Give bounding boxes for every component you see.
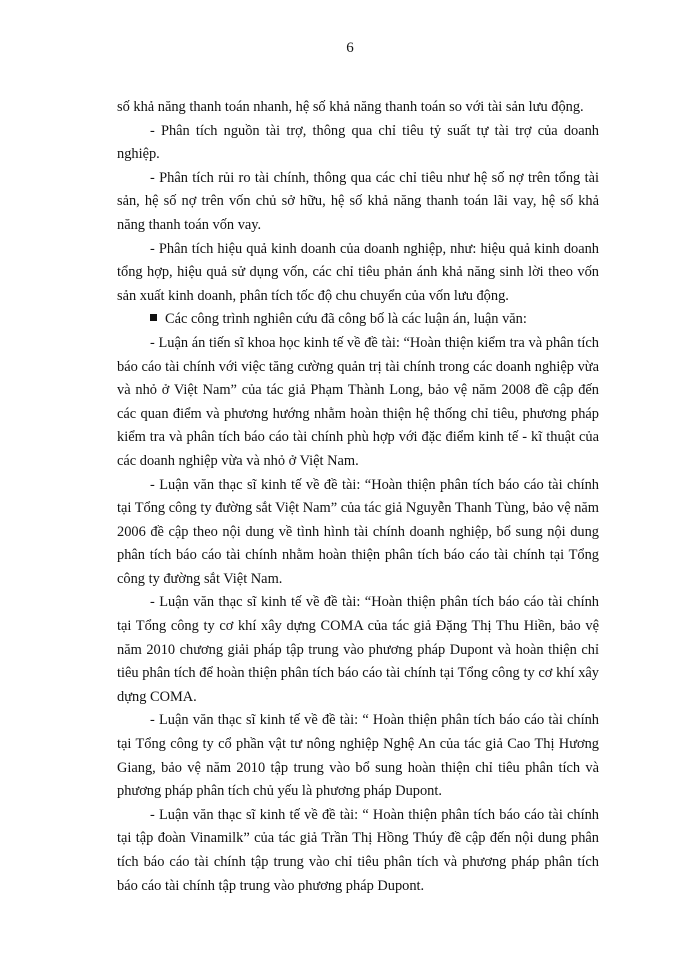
paragraph-thesis-coma: - Luận văn thạc sĩ kinh tế về đề tài: “Hoàn thiện phân tích báo cáo tài chính tại Tổng công ty cơ khí xây dựng COMA của tác giả Đặng Thị Thu Hiền, bảo vệ năm 2010 chương giải pháp tập trung vào phương pháp Dupont và hoàn thiện chỉ tiêu phân tích để hoàn thiện phân tích báo cáo tài chính tại Tổng công ty cơ khí xây dựng COMA. (117, 594, 599, 705)
paragraph-phd-thesis: - Luận án tiến sĩ khoa học kinh tế về đề tài: “Hoàn thiện kiểm tra và phân tích báo cáo tài chính với việc tăng cường quản trị tài chính trong các doanh nghiệp vừa và nhỏ ở Việt Nam” của tác giả Phạm Thành Long, bảo vệ năm 2008 đề cập đến các quan điểm và phương hướng nhằm hoàn thiện hệ thống chỉ tiêu, phương pháp kiểm tra và phân tích báo cáo tài chính phù hợp với đặc điểm kinh tế - kĩ thuật của các doanh nghiệp vừa và nhỏ ở Việt Nam. (117, 334, 599, 469)
page-number: 6 (346, 40, 354, 56)
paragraph-efficiency-analysis: - Phân tích hiệu quả kinh doanh của doanh nghiệp, như: hiệu quả kinh doanh tổng hợp, hiệu quả sử dụng vốn, các chỉ tiêu phản ánh khả năng sinh lời theo vốn sản xuất kinh doanh, phân tích tốc độ chu chuyển của vốn lưu động. (117, 240, 599, 304)
paragraph-thesis-railway: - Luận văn thạc sĩ kinh tế về đề tài: “Hoàn thiện phân tích báo cáo tài chính tại Tổng công ty đường sắt Việt Nam” của tác giả Nguyễn Thanh Tùng, bảo vệ năm 2006 đề cập theo nội dung về tình hình tài chính doanh nghiệp, bổ sung nội dung phân tích báo cáo tài chính nhằm hoàn thiện phân tích báo cáo tài chính tại Tổng công ty đường sắt Việt Nam. (117, 476, 599, 587)
paragraph-risk-analysis: - Phân tích rủi ro tài chính, thông qua các chỉ tiêu như hệ số nợ trên tổng tài sản, hệ số nợ trên vốn chủ sở hữu, hệ số khả năng thanh toán lãi vay, hệ số khả năng thanh toán vốn vay. (117, 169, 599, 233)
paragraph-published-works (117, 308, 599, 332)
paragraph-continuation: số khả năng thanh toán nhanh, hệ số khả năng thanh toán so với tài sản lưu động. (117, 99, 584, 115)
body-text (117, 96, 599, 898)
square-bullet-icon (150, 314, 157, 321)
paragraph-funding-analysis: - Phân tích nguồn tài trợ, thông qua chỉ tiêu tỷ suất tự tài trợ của doanh nghiệp. (117, 122, 599, 163)
bullet-text: Các công trình nghiên cứu đã công bố là các luận án, luận văn: (165, 311, 527, 328)
paragraph-thesis-vinamilk: - Luận văn thạc sĩ kinh tế về đề tài: “ Hoàn thiện phân tích báo cáo tài chính tại tập đoàn Vinamilk” của tác giả Trần Thị Hồng Thúy đề cập đến nội dung phân tích báo cáo tài chính tập trung vào chỉ tiêu phân tích và phương pháp phân tích báo cáo tài chính tập trung vào phương pháp Dupont. (117, 806, 599, 894)
paragraph-thesis-nghe-an: - Luận văn thạc sĩ kinh tế về đề tài: “ Hoàn thiện phân tích báo cáo tài chính tại Tổng công ty cổ phần vật tư nông nghiệp Nghệ An của tác giả Cao Thị Hương Giang, bảo vệ năm 2010 tập trung vào bổ sung hoàn thiện chỉ tiêu phân tích và phương pháp phân tích chủ yếu là phương pháp Dupont. (117, 712, 599, 800)
